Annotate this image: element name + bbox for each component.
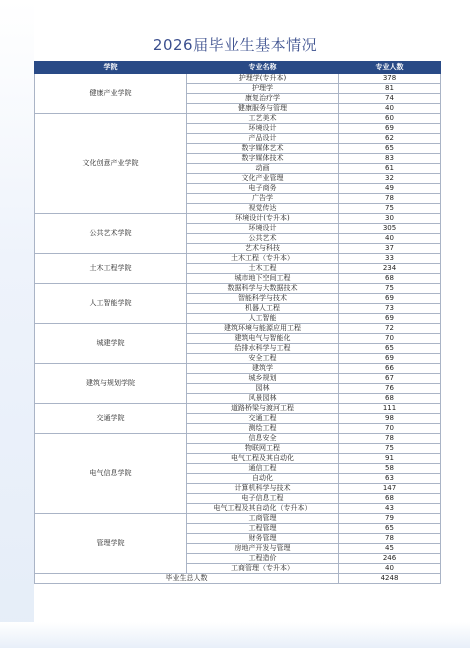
major-name: 园林: [187, 384, 339, 394]
major-count: 78: [339, 434, 441, 444]
major-count: 60: [339, 114, 441, 124]
major-count: 70: [339, 424, 441, 434]
table-row: [35, 214, 441, 224]
table-row: [35, 114, 441, 124]
college-name: 交通学院: [35, 404, 187, 434]
major-name: 智能科学与技术: [187, 294, 339, 304]
major-count: 69: [339, 314, 441, 324]
major-count: 111: [339, 404, 441, 414]
major-name: 视觉传达: [187, 204, 339, 214]
major-count: 49: [339, 184, 441, 194]
major-name: 环境设计: [187, 124, 339, 134]
major-count: 58: [339, 464, 441, 474]
major-count: 305: [339, 224, 441, 234]
major-count: 30: [339, 214, 441, 224]
table-row: [35, 254, 441, 264]
major-name: 护理学: [187, 84, 339, 94]
major-count: 83: [339, 154, 441, 164]
major-name: 工艺美术: [187, 114, 339, 124]
major-count: 246: [339, 554, 441, 564]
major-name: 给排水科学与工程: [187, 344, 339, 354]
major-count: 65: [339, 524, 441, 534]
major-count: 63: [339, 474, 441, 484]
major-count: 72: [339, 324, 441, 334]
major-name: 数据科学与大数据技术: [187, 284, 339, 294]
background-left-band: [0, 0, 34, 648]
major-count: 69: [339, 354, 441, 364]
major-count: 69: [339, 124, 441, 134]
major-count: 61: [339, 164, 441, 174]
college-name: 人工智能学院: [35, 284, 187, 324]
college-name: 文化创意产业学院: [35, 114, 187, 214]
major-name: 工程造价: [187, 554, 339, 564]
major-name: 动画: [187, 164, 339, 174]
major-name: 机器人工程: [187, 304, 339, 314]
table-row: [35, 514, 441, 524]
major-name: 测绘工程: [187, 424, 339, 434]
major-name: 电气工程及其自动化: [187, 454, 339, 464]
major-name: 工商管理（专升本）: [187, 564, 339, 574]
table-row: [35, 324, 441, 334]
major-name: 健康服务与管理: [187, 104, 339, 114]
major-name: 信息安全: [187, 434, 339, 444]
college-name: 公共艺术学院: [35, 214, 187, 254]
table-row: [35, 74, 441, 84]
major-name: 土木工程: [187, 264, 339, 274]
major-name: 计算机科学与技术: [187, 484, 339, 494]
major-count: 45: [339, 544, 441, 554]
major-name: 文化产业管理: [187, 174, 339, 184]
major-count: 75: [339, 284, 441, 294]
major-name: 环境设计: [187, 224, 339, 234]
major-count: 76: [339, 384, 441, 394]
major-count: 70: [339, 334, 441, 344]
table-row: [35, 434, 441, 444]
header-major: 专业名称: [187, 62, 339, 74]
major-name: 交通工程: [187, 414, 339, 424]
major-name: 工程管理: [187, 524, 339, 534]
major-count: 75: [339, 444, 441, 454]
major-name: 房地产开发与管理: [187, 544, 339, 554]
major-count: 37: [339, 244, 441, 254]
graduates-table: [34, 61, 441, 584]
major-name: 数字媒体技术: [187, 154, 339, 164]
major-count: 68: [339, 494, 441, 504]
total-label: 毕业生总人数: [35, 574, 339, 584]
major-count: 68: [339, 274, 441, 284]
major-name: 安全工程: [187, 354, 339, 364]
major-count: 40: [339, 564, 441, 574]
major-count: 234: [339, 264, 441, 274]
major-name: 康复治疗学: [187, 94, 339, 104]
major-count: 147: [339, 484, 441, 494]
major-name: 城乡规划: [187, 374, 339, 384]
major-count: 65: [339, 344, 441, 354]
header-college: 学院: [35, 62, 187, 74]
major-count: 378: [339, 74, 441, 84]
major-name: 电子商务: [187, 184, 339, 194]
major-count: 78: [339, 534, 441, 544]
major-name: 公共艺术: [187, 234, 339, 244]
major-count: 75: [339, 204, 441, 214]
major-count: 81: [339, 84, 441, 94]
major-count: 73: [339, 304, 441, 314]
major-name: 电气工程及其自动化（专升本）: [187, 504, 339, 514]
major-count: 69: [339, 294, 441, 304]
major-name: 建筑电气与智能化: [187, 334, 339, 344]
total-count: 4248: [339, 574, 441, 584]
major-count: 74: [339, 94, 441, 104]
major-count: 78: [339, 194, 441, 204]
major-name: 建筑学: [187, 364, 339, 374]
major-count: 91: [339, 454, 441, 464]
major-name: 护理学(专升本): [187, 74, 339, 84]
major-name: 广告学: [187, 194, 339, 204]
major-count: 65: [339, 144, 441, 154]
major-count: 62: [339, 134, 441, 144]
major-name: 物联网工程: [187, 444, 339, 454]
major-name: 建筑环境与能源应用工程: [187, 324, 339, 334]
table-row: [35, 404, 441, 414]
major-name: 城市地下空间工程: [187, 274, 339, 284]
major-count: 43: [339, 504, 441, 514]
major-name: 艺术与科技: [187, 244, 339, 254]
major-name: 道路桥梁与渡河工程: [187, 404, 339, 414]
major-name: 数字媒体艺术: [187, 144, 339, 154]
major-count: 98: [339, 414, 441, 424]
major-count: 79: [339, 514, 441, 524]
major-count: 32: [339, 174, 441, 184]
total-row: [35, 574, 441, 584]
major-name: 产品设计: [187, 134, 339, 144]
college-name: 城建学院: [35, 324, 187, 364]
header-count: 专业人数: [339, 62, 441, 74]
college-name: 电气信息学院: [35, 434, 187, 514]
major-count: 40: [339, 104, 441, 114]
major-name: 土木工程（专升本）: [187, 254, 339, 264]
major-count: 33: [339, 254, 441, 264]
background-bottom-band: [0, 622, 470, 648]
major-name: 通信工程: [187, 464, 339, 474]
major-name: 环境设计(专升本): [187, 214, 339, 224]
major-name: 自动化: [187, 474, 339, 484]
major-count: 66: [339, 364, 441, 374]
table-header-row: [35, 62, 441, 74]
table-row: [35, 284, 441, 294]
major-name: 人工智能: [187, 314, 339, 324]
major-name: 财务管理: [187, 534, 339, 544]
major-name: 风景园林: [187, 394, 339, 404]
major-count: 40: [339, 234, 441, 244]
major-name: 电子信息工程: [187, 494, 339, 504]
major-count: 68: [339, 394, 441, 404]
college-name: 建筑与规划学院: [35, 364, 187, 404]
major-name: 工商管理: [187, 514, 339, 524]
page-title: 2026届毕业生基本情况: [152, 36, 318, 54]
table-body: [35, 74, 441, 584]
table-row: [35, 364, 441, 374]
college-name: 土木工程学院: [35, 254, 187, 284]
college-name: 管理学院: [35, 514, 187, 574]
college-name: 健康产业学院: [35, 74, 187, 114]
major-count: 67: [339, 374, 441, 384]
